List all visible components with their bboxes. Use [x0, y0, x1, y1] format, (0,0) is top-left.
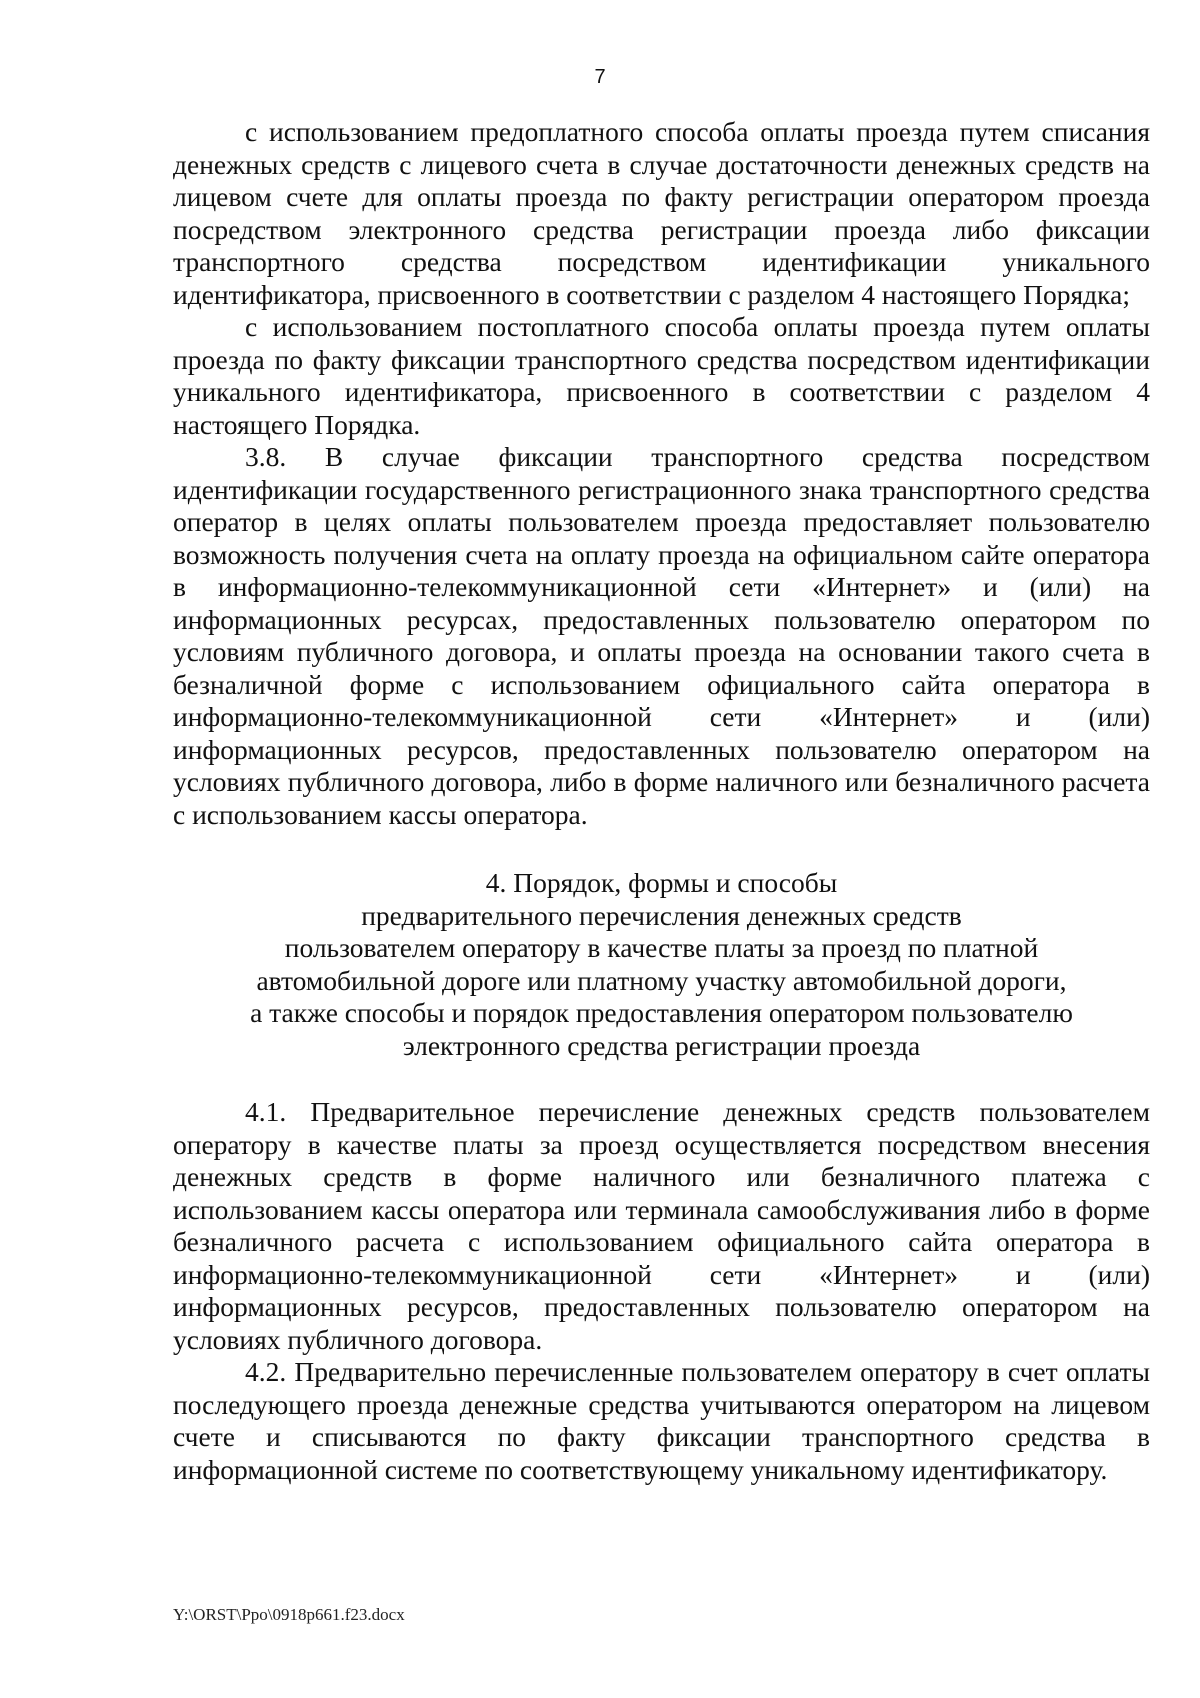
- paragraph-postpaid-method: с использованием постоплатного способа оплаты проезда путем оплаты проезда по факту фиксации транспортного средства посредством идентификации уникального идентификатора, присвоенного в соответствии с разделом 4 настоящего Порядка.: [173, 311, 1150, 440]
- section-heading-line: предварительного перечисления денежных средств: [361, 899, 962, 931]
- footer-file-path: Y:\ORST\Ppo\0918p661.f23.docx: [173, 1605, 405, 1624]
- page-number: 7: [594, 66, 606, 88]
- paragraph-3-8: 3.8. В случае фиксации транспортного средства посредством идентификации государственного регистрационного знака транспортного средства оператор в целях оплаты пользователем проезда предоставляет пользователю возможность получения счета на оплату проезда на официальном сайте оператора в информационно-телекоммуникационной сети «Интернет» и (или) на информационных ресурсах, предоставленных пользователю оператором по условиям публичного договора, и оплаты проезда на основании такого счета в безналичной форме с использованием официального сайта оператора в информационно-телекоммуникационной сети «Интернет» и (или) информационных ресурсов, предоставленных пользователю оператором на условиях публичного договора, либо в форме наличного или безналичного расчета с использованием кассы оператора.: [173, 441, 1150, 830]
- section-heading-line: автомобильной дороге или платному участку автомобильной дороги,: [256, 964, 1067, 996]
- section-4-heading: [173, 867, 1150, 1062]
- paragraph-4-2: 4.2. Предварительно перечисленные пользователем оператору в счет оплаты последующего проезда денежные средства учитываются оператором на лицевом счете и списываются по факту фиксации транспортного средства в информационной системе по соответствующему уникальному идентификатору.: [173, 1356, 1150, 1485]
- section-heading-line: электронного средства регистрации проезда: [402, 1029, 921, 1061]
- paragraph-prepaid-method: с использованием предоплатного способа оплаты проезда путем списания денежных средств с лицевого счета в случае достаточности денежных средств на лицевом счете для оплаты проезда по факту регистрации оператором проезда посредством электронного средства регистрации проезда либо фиксации транспортного средства посредством идентификации уникального идентификатора, присвоенного в соответствии с разделом 4 настоящего Порядка;: [173, 116, 1150, 310]
- paragraph-4-1: 4.1. Предварительное перечисление денежных средств пользователем оператору в качестве платы за проезд осуществляется посредством внесения денежных средств в форме наличного или безналичного платежа с использованием кассы оператора или терминала самообслуживания либо в форме безналичного расчета с использованием официального сайта оператора в информационно-телекоммуникационной сети «Интернет» и (или) информационных ресурсов, предоставленных пользователю оператором на условиях публичного договора.: [173, 1096, 1150, 1355]
- section-heading-line: а также способы и порядок предоставления оператором пользователю: [250, 997, 1073, 1028]
- section-heading-line: пользователем оператору в качестве платы за проезд по платной: [284, 932, 1039, 963]
- section-heading-line: 4. Порядок, формы и способы: [485, 867, 838, 898]
- document-body: [173, 116, 1150, 1486]
